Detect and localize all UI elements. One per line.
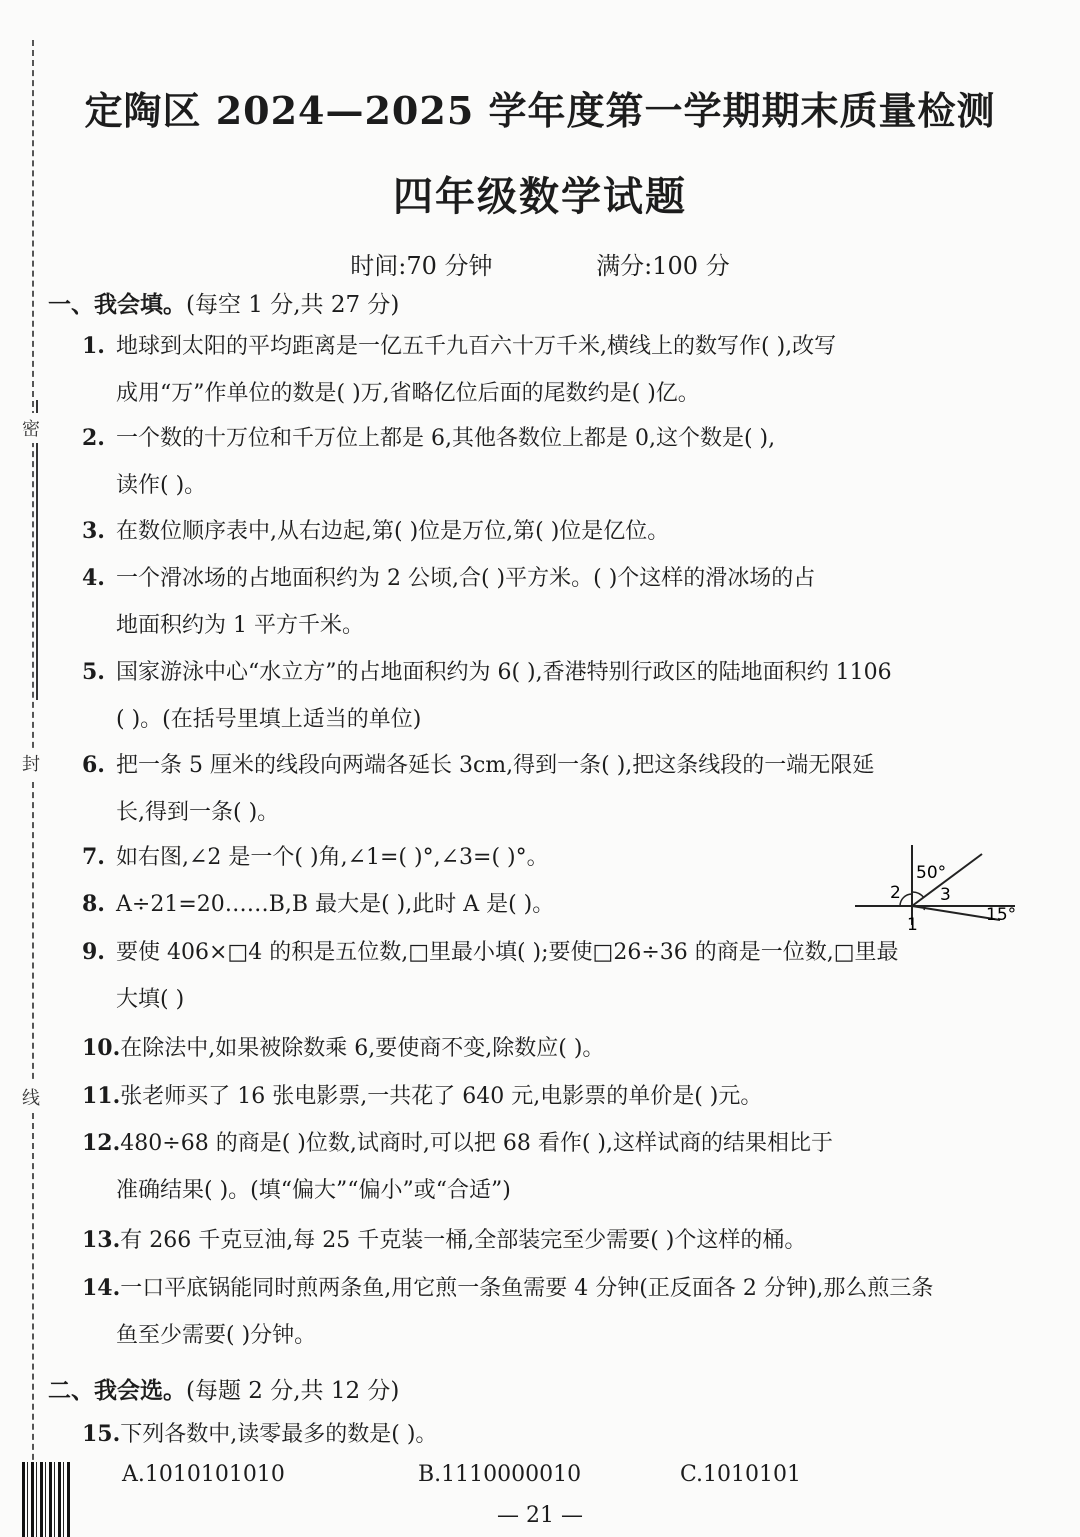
angle-arc-2 (900, 894, 912, 906)
question-4 (82, 555, 1022, 649)
label-angle-1: 1 (907, 915, 918, 935)
question-text: 在数位顺序表中,从右边起,第( )位是万位,第( )位是亿位。 (116, 519, 670, 544)
question-text: 要使 406×□4 的积是五位数,□里最小填( );要使□26÷36 的商是一位数,□里最 (116, 940, 899, 965)
question-text-cont: 地面积约为 1 平方千米。 (116, 613, 364, 638)
question-number: 15. (82, 1421, 121, 1447)
section-2-heading (48, 1372, 399, 1405)
question-text: 地球到太阳的平均距离是一亿五千九百六十万千米,横线上的数写作( ),改写 (116, 334, 837, 359)
label-angle-3: 3 (940, 885, 951, 905)
binding-solid-segment (36, 400, 38, 700)
question-number: 9. (82, 939, 105, 965)
question-text: A÷21=20……B,B 最大是( ),此时 A 是( )。 (116, 892, 555, 917)
question-text: 一个滑冰场的占地面积约为 2 公顷,合( )平方米。( )个这样的滑冰场的占 (116, 566, 816, 591)
question-text-cont: 成用“万”作单位的数是( )万,省略亿位后面的尾数约是( )亿。 (116, 381, 700, 406)
question-7 (82, 834, 842, 881)
question-10 (82, 1025, 1022, 1072)
exam-title: 定陶区 2024—2025 学年度第一学期期末质量检测 (84, 88, 996, 133)
section-1-note: (每空 1 分,共 27 分) (186, 292, 400, 318)
question-number: 10. (82, 1035, 121, 1061)
option-a: A.1010101010 (122, 1462, 285, 1487)
question-number: 2. (82, 425, 105, 451)
question-text: 在除法中,如果被除数乘 6,要使商不变,除数应( )。 (120, 1036, 605, 1061)
question-11 (82, 1073, 1022, 1120)
exam-full-score: 满分:100 分 (596, 252, 730, 280)
question-number: 4. (82, 565, 105, 591)
question-text-cont: 读作( )。 (116, 473, 207, 498)
question-3 (82, 508, 1022, 555)
section-1-title: 一、我会填。 (48, 291, 186, 318)
question-text: 把一条 5 厘米的线段向两端各延长 3cm,得到一条( ),把这条线段的一端无限延 (116, 753, 875, 778)
question-number: 8. (82, 891, 105, 917)
label-15-degree: 15° (986, 905, 1017, 925)
binding-char-feng: 封 (22, 748, 40, 778)
section-2-note: (每题 2 分,共 12 分) (186, 1378, 400, 1404)
question-text: 有 266 千克豆油,每 25 千克装一桶,全部装完至少需要( )个这样的桶。 (120, 1228, 807, 1253)
question-text: 一个数的十万位和千万位上都是 6,其他各数位上都是 0,这个数是( ), (116, 426, 776, 451)
angle-arc-top (912, 892, 924, 898)
binding-char-xian: 线 (22, 1082, 40, 1112)
question-1 (82, 323, 1022, 417)
binding-char-mi: 密 (22, 413, 40, 443)
page-number: — 21 — (497, 1503, 583, 1528)
question-number: 12. (82, 1130, 121, 1156)
question-number: 7. (82, 844, 105, 870)
question-number: 11. (82, 1083, 121, 1109)
label-angle-2: 2 (890, 883, 901, 903)
question-text: 如右图,∠2 是一个( )角,∠1=( )°,∠3=( )°。 (116, 845, 549, 870)
angle-diagram (850, 840, 1030, 935)
question-14 (82, 1265, 1022, 1359)
question-text-cont: 准确结果( )。(填“偏大”“偏小”或“合适”) (116, 1178, 511, 1203)
option-c: C.1010101 (680, 1462, 802, 1487)
question-6 (82, 742, 1022, 836)
question-text: 张老师买了 16 张电影票,一共花了 640 元,电影票的单价是( )元。 (120, 1084, 763, 1109)
question-text: 国家游泳中心“水立方”的占地面积约为 6( ),香港特别行政区的陆地面积约 1106 (116, 660, 892, 685)
exam-meta (0, 246, 1080, 281)
question-text: 下列各数中,读零最多的数是( )。 (120, 1422, 438, 1447)
question-text: 一口平底锅能同时煎两条鱼,用它煎一条鱼需要 4 分钟(正反面各 2 分钟),那么煎三条 (120, 1276, 934, 1301)
question-text-cont: 大填( ) (116, 987, 185, 1012)
question-number: 3. (82, 518, 105, 544)
exam-subtitle: 四年级数学试题 (393, 173, 687, 220)
question-8 (82, 881, 842, 928)
question-text-cont: ( )。(在括号里填上适当的单位) (116, 707, 422, 732)
question-number: 1. (82, 333, 105, 359)
option-b: B.1110000010 (418, 1462, 582, 1487)
exam-time: 时间:70 分钟 (350, 252, 493, 280)
question-text-cont: 鱼至少需要( )分钟。 (116, 1323, 317, 1348)
question-13 (82, 1217, 1022, 1264)
question-number: 5. (82, 659, 105, 685)
section-2-title: 二、我会选。 (48, 1377, 186, 1404)
question-5 (82, 649, 1022, 743)
question-number: 6. (82, 752, 105, 778)
question-text-cont: 长,得到一条( )。 (116, 800, 280, 825)
question-2 (82, 415, 1022, 509)
section-1-heading (48, 286, 399, 319)
question-9 (82, 929, 1022, 1023)
question-text: 480÷68 的商是( )位数,试商时,可以把 68 看作( ),这样试商的结果相比于 (120, 1131, 833, 1156)
question-number: 14. (82, 1275, 121, 1301)
label-50-degree: 50° (916, 863, 947, 883)
question-number: 13. (82, 1227, 121, 1253)
question-15 (82, 1411, 1022, 1458)
question-12 (82, 1120, 1022, 1214)
